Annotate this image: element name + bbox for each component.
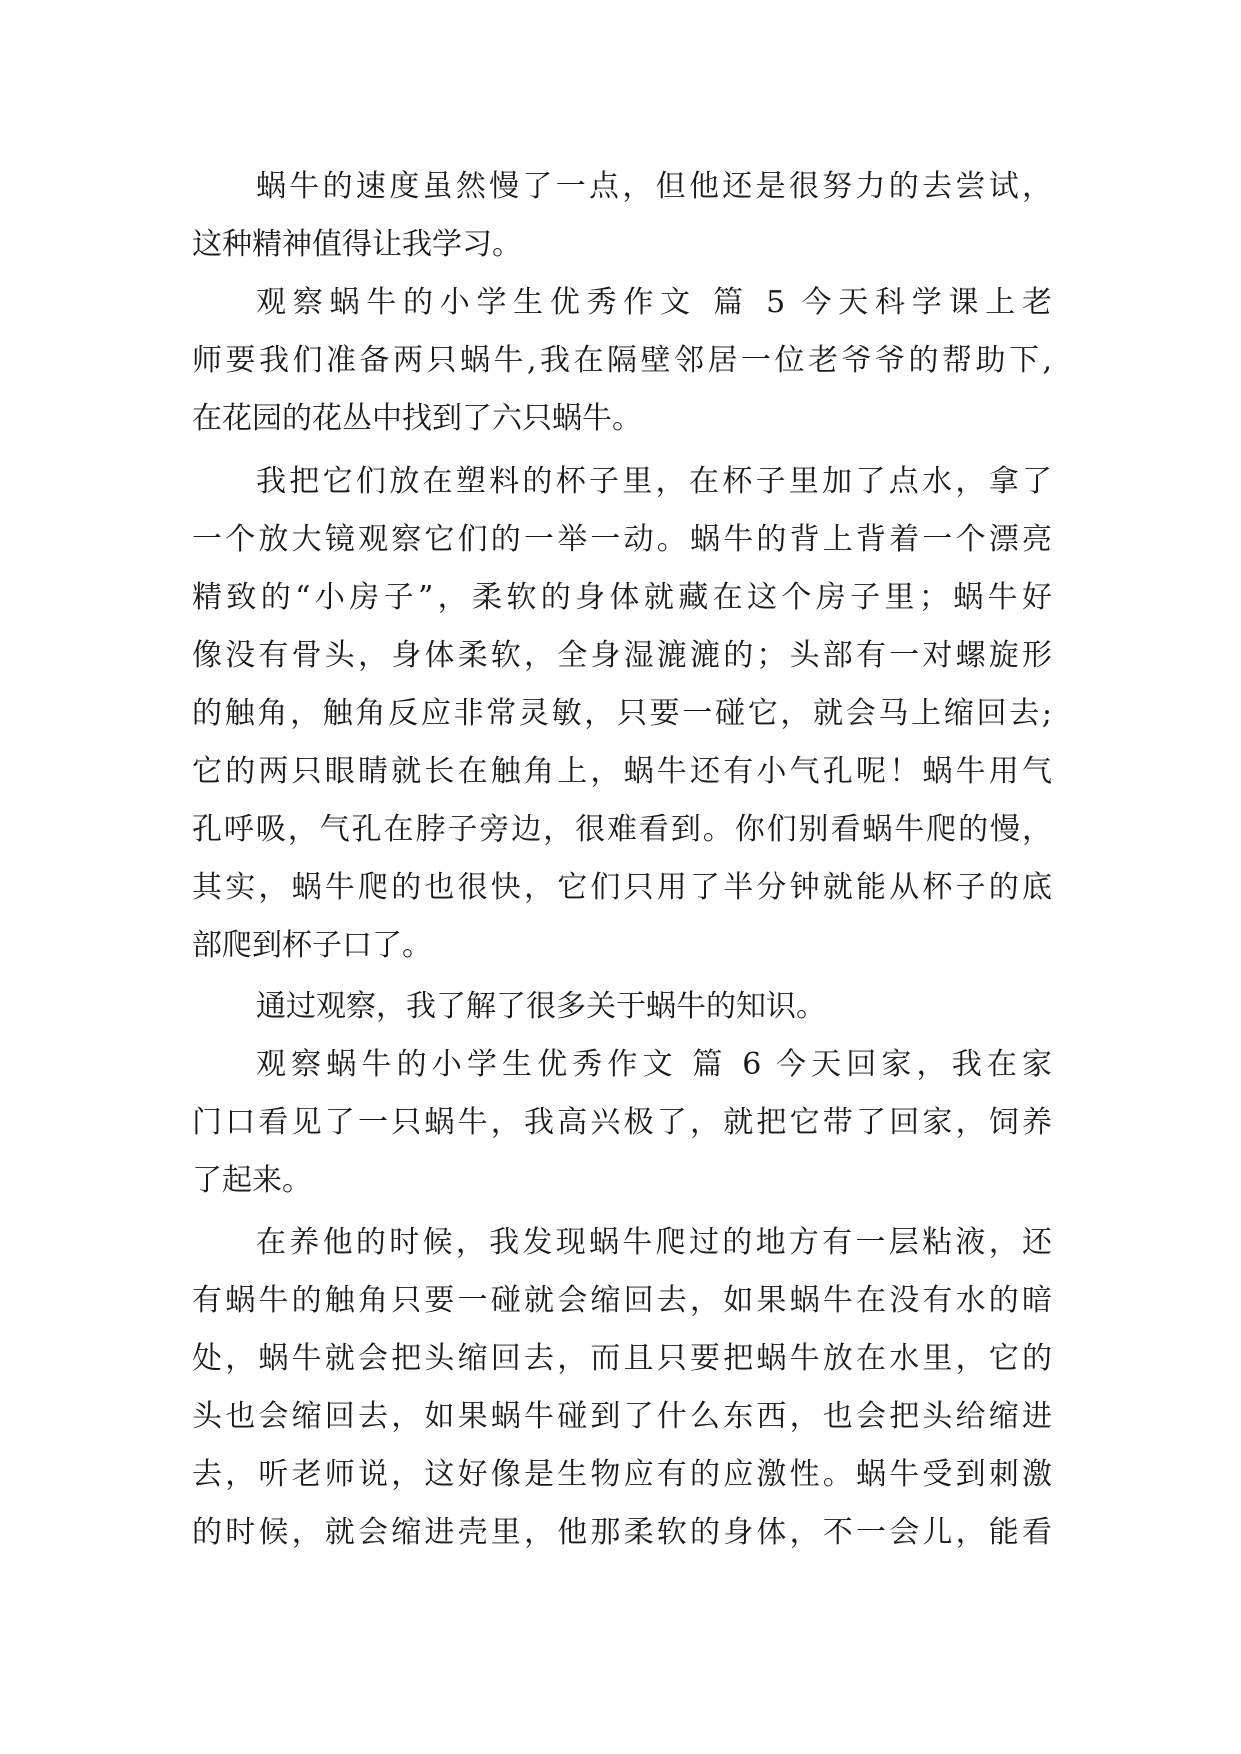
- section-heading-line: 观察蜗牛的小学生优秀作文 篇 6 今天回家，我在家: [256, 1047, 1052, 1082]
- text-line: 的触角，触角反应非常灵敏，只要一碰它，就会马上缩回去;: [192, 696, 1052, 731]
- text-line: 处，蜗牛就会把头缩回去，而且只要把蜗牛放在水里，它的: [192, 1341, 1052, 1376]
- text-line: 了起来。: [192, 1163, 312, 1198]
- text-line: 这种精神值得让我学习。: [192, 227, 522, 262]
- text-line: 我把它们放在塑料的杯子里，在杯子里加了点水，拿了: [256, 464, 1052, 499]
- text-line: 有蜗牛的触角只要一碰就会缩回去，如果蜗牛在没有水的暗: [192, 1283, 1052, 1318]
- text-line: 在花园的花丛中找到了六只蜗牛。: [192, 401, 642, 436]
- text-line: 精致的“小房子”，柔软的身体就藏在这个房子里；蜗牛好: [192, 580, 1052, 615]
- text-line: 门口看见了一只蜗牛，我高兴极了，就把它带了回家，饲养: [192, 1105, 1052, 1140]
- text-line: 通过观察，我了解了很多关于蜗牛的知识。: [256, 989, 826, 1024]
- text-line: 在养他的时候，我发现蜗牛爬过的地方有一层粘液，还: [256, 1225, 1052, 1260]
- text-line: 师要我们准备两只蜗牛,我在隔壁邻居一位老爷爷的帮助下,: [192, 343, 1052, 378]
- text-line: 的时候，就会缩进壳里，他那柔软的身体，不一会儿，能看: [192, 1515, 1052, 1550]
- text-line: 头也会缩回去，如果蜗牛碰到了什么东西，也会把头给缩进: [192, 1399, 1052, 1434]
- text-line: 它的两只眼睛就长在触角上，蜗牛还有小气孔呢！蜗牛用气: [192, 754, 1052, 789]
- text-line: 其实，蜗牛爬的也很快，它们只用了半分钟就能从杯子的底: [192, 870, 1052, 905]
- text-line: 像没有骨头，身体柔软，全身湿漉漉的；头部有一对螺旋形: [192, 638, 1052, 673]
- text-line: 蜗牛的速度虽然慢了一点，但他还是很努力的去尝试，: [256, 169, 1052, 204]
- text-line: 去，听老师说，这好像是生物应有的应激性。蜗牛受到刺激: [192, 1457, 1052, 1492]
- text-line: 孔呼吸，气孔在脖子旁边，很难看到。你们别看蜗牛爬的慢，: [192, 812, 1052, 847]
- section-heading-line: 观察蜗牛的小学生优秀作文 篇 5 今天科学课上老: [256, 285, 1052, 320]
- text-line: 部爬到杯子口了。: [192, 928, 432, 963]
- text-line: 一个放大镜观察它们的一举一动。蜗牛的背上背着一个漂亮: [192, 522, 1052, 557]
